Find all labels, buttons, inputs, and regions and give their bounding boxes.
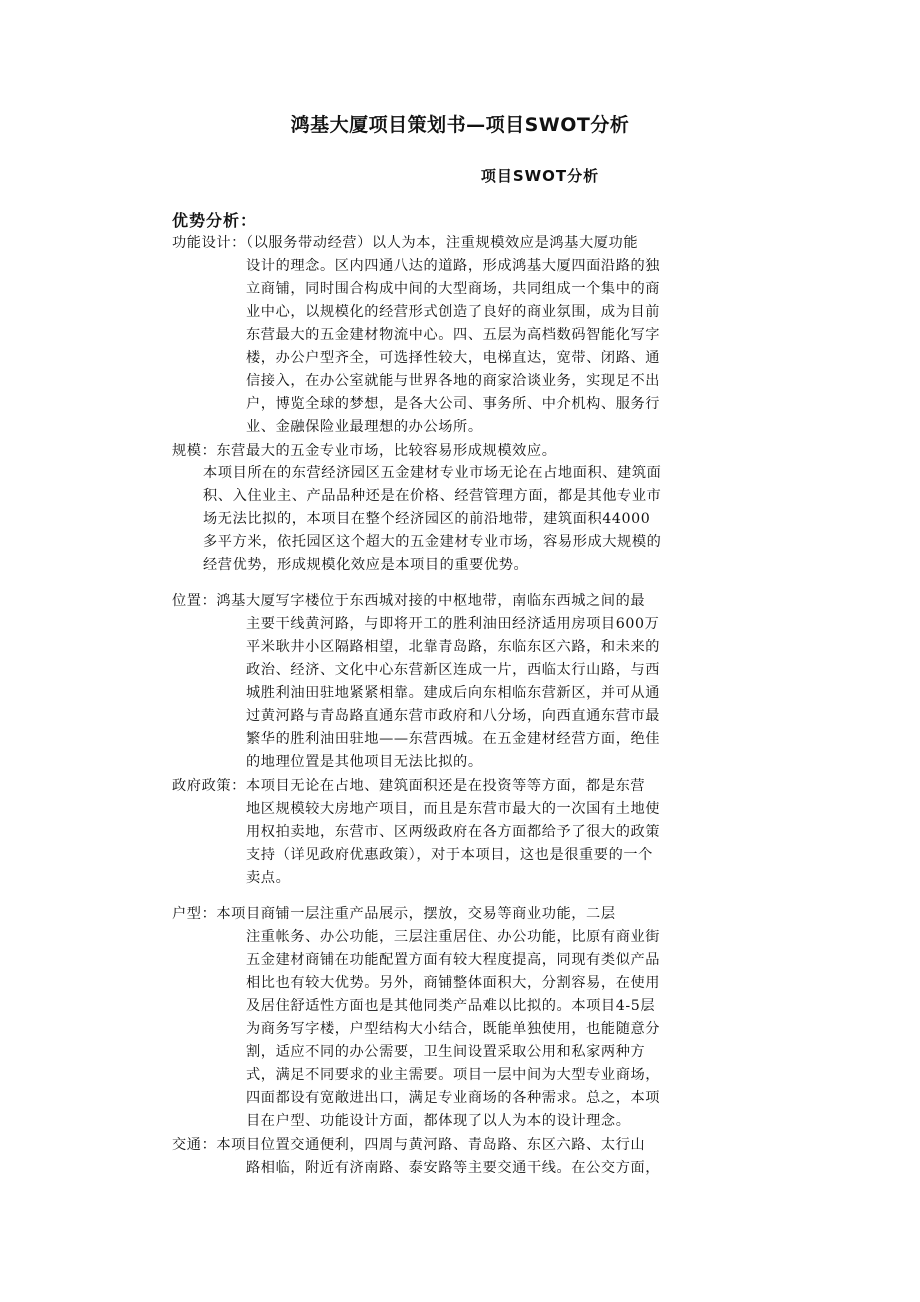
text-line: 业、金融保险业最理想的办公场所。 (246, 419, 483, 435)
text-line: 场无法比拟的，本项目在整个经济园区的前沿地带，建筑面积44000 (203, 511, 651, 527)
text-line: 经营优势，形成规模化效应是本项目的重要优势。 (203, 557, 529, 573)
text-line: 规模：东营最大的五金专业市场，比较容易形成规模效应。 (172, 443, 557, 459)
text-line: 繁华的胜利油田驻地——东营西城。在五金建材经营方面，绝佳 (246, 731, 661, 747)
text-line: 城胜利油田驻地紧紧相靠。建成后向东相临东营新区，并可从通 (246, 685, 661, 701)
text-line: 业中心，以规模化的经营形式创造了良好的商业氛围，成为目前 (246, 304, 661, 320)
text-line: 为商务写字楼，户型结构大小结合，既能单独使用，也能随意分 (246, 1021, 661, 1037)
text-line: 式，满足不同要求的业主需要。项目一层中间为大型专业商场， (246, 1067, 661, 1083)
text-line: 政府政策：本项目无论在占地、建筑面积还是在投资等等方面，都是东营 (172, 778, 646, 794)
document-subtitle: 项目SWOT分析 (480, 167, 600, 185)
text-line: 割，适应不同的办公需要，卫生间设置采取公用和私家两种方 (246, 1044, 646, 1060)
section-heading-strengths: 优势分析： (172, 211, 258, 230)
text-line: 主要干线黄河路，与即将开工的胜利油田经济适用房项目600万 (246, 616, 660, 632)
paragraph-location (172, 590, 777, 774)
text-line: 多平方米，依托园区这个超大的五金建材专业市场，容易形成大规模的 (203, 534, 662, 550)
text-line: 路相临，附近有济南路、泰安路等主要交通干线。在公交方面， (246, 1160, 661, 1176)
text-line: 设计的理念。区内四通八达的道路，形成鸿基大厦四面沿路的独 (246, 258, 661, 274)
text-line: 政治、经济、文化中心东营新区连成一片，西临太行山路，与西 (246, 662, 661, 678)
text-line: 五金建材商铺在功能配置方面有较大程度提高，同现有类似产品 (246, 952, 661, 968)
text-line: 地区规模较大房地产项目，而且是东营市最大的一次国有土地使 (246, 801, 661, 817)
paragraph-scale-detail (172, 462, 777, 577)
text-line: 的地理位置是其他项目无法比拟的。 (246, 754, 483, 770)
text-line: 平米耿井小区隔路相望，北靠青岛路，东临东区六路，和未来的 (246, 639, 661, 655)
document-title: 鸿基大厦项目策划书—项目SWOT分析 (290, 114, 630, 136)
text-line: 用权拍卖地，东营市、区两级政府在各方面都给予了很大的政策 (246, 824, 661, 840)
paragraph-unit-type (172, 903, 777, 1133)
text-line: 目在户型、功能设计方面，都体现了以人为本的设计理念。 (246, 1113, 631, 1129)
text-line: 楼，办公户型齐全，可选择性较大，电梯直达，宽带、闭路、通 (246, 350, 661, 366)
text-line: 注重帐务、办公功能，三层注重居住、办公功能，比原有商业街 (246, 929, 661, 945)
text-line: 功能设计：（以服务带动经营）以人为本，注重规模效应是鸿基大厦功能 (172, 235, 639, 251)
paragraph-function (172, 232, 777, 439)
text-line: 位置：鸿基大厦写字楼位于东西城对接的中枢地带，南临东西城之间的最 (172, 593, 646, 609)
text-line: 支持（详见政府优惠政策），对于本项目，这也是很重要的一个 (246, 847, 653, 863)
paragraph-government-policy (172, 775, 777, 890)
text-line: 卖点。 (246, 870, 291, 886)
text-line: 及居住舒适性方面也是其他同类产品难以比拟的。本项目4-5层 (246, 998, 656, 1014)
text-line: 积、入住业主、产品品种还是在价格、经营管理方面，都是其他专业市 (203, 488, 662, 504)
text-line: 东营最大的五金建材物流中心。四、五层为高档数码智能化写字 (246, 327, 661, 343)
text-line: 立商铺，同时围合构成中间的大型商场，共同组成一个集中的商 (246, 281, 661, 297)
paragraph-scale (172, 440, 777, 463)
text-line: 交通：本项目位置交通便利，四周与黄河路、青岛路、东区六路、太行山 (172, 1137, 646, 1153)
text-line: 信接入，在办公室就能与世界各地的商家洽谈业务，实现足不出 (246, 373, 661, 389)
text-line: 户，博览全球的梦想，是各大公司、事务所、中介机构、服务行 (246, 396, 661, 412)
text-line: 过黄河路与青岛路直通东营市政府和八分场，向西直通东营市最 (246, 708, 661, 724)
text-line: 相比也有较大优势。另外，商铺整体面积大，分割容易，在使用 (246, 975, 661, 991)
text-line: 四面都设有宽敞进出口，满足专业商场的各种需求。总之，本项 (246, 1090, 661, 1106)
text-line: 本项目所在的东营经济园区五金建材专业市场无论在占地面积、建筑面 (203, 465, 662, 481)
text-line: 户型：本项目商铺一层注重产品展示，摆放，交易等商业功能，二层 (172, 906, 616, 922)
paragraph-traffic (172, 1134, 777, 1180)
